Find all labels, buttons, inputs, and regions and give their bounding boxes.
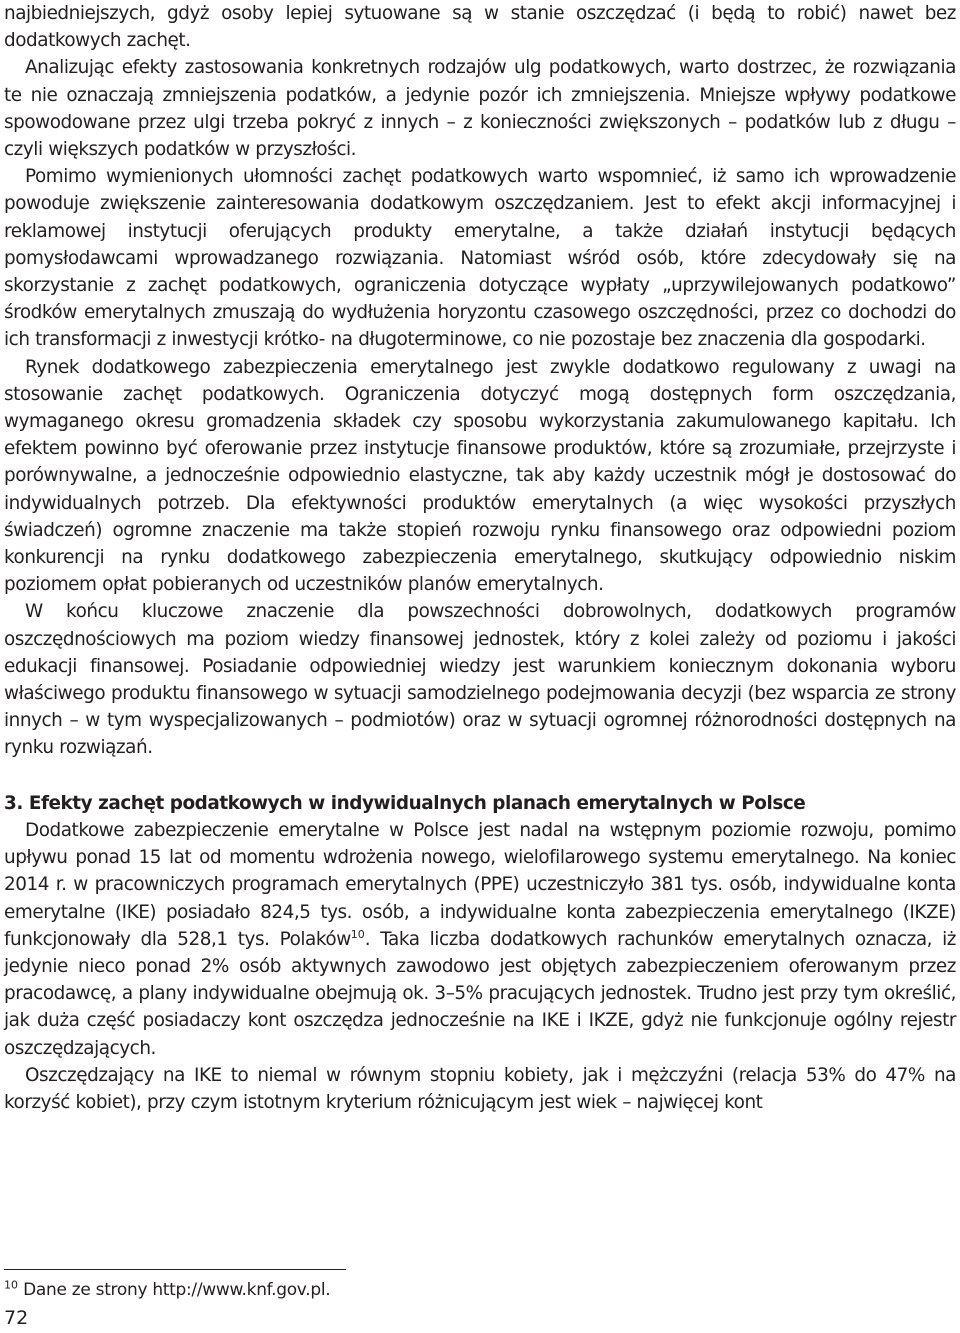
- section-heading: 3. Efekty zachęt podatkowych w indywidualnych planach emerytalnych w Polsce: [4, 792, 806, 814]
- footnote-reference[interactable]: 10: [350, 927, 365, 941]
- paragraph-ike-savers: Oszczędzający na IKE to niemal w równym stopniu kobiety, jak i mężczyźni (relacja 53% do 47% na korzyść kobiet), przy czym istotnym kryterium różnicującym jest wiek – najwięcej kont: [4, 1064, 956, 1113]
- paragraph-text-part: Dodatkowe zabezpieczenie emerytalne w Polsce jest nadal na wstępnym poziomie rozwoju, pomimo upływu ponad 15 lat od momentu wdrożenia nowego, wielofilarowego systemu emerytalnego. Na koniec 2014 r. w pracowniczych programach emerytalnych (PPE) uczestniczyło 381 tys. osób, indywidualne konta emerytalne (IKE) posiadało 824,5 tys. osób, a indywidualne konta zabezpieczenia emerytalnego (IKZE) funkcjonowały dla 528,1 tys. Polaków: [4, 819, 956, 950]
- paragraph-tax-relief-effects: Analizując efekty zastosowania konkretnych rodzajów ulg podatkowych, warto dostrzec, że rozwiązania te nie oznaczają zmniejszenia podatków, a jedynie pozór ich zmniejszenia. Mniejsze wpływy podatkowe spowodowane przez ulgi trzeba pokryć z innych – z konieczności zwiększonych – podatków lub z długu – czyli większych podatków w przyszłości.: [4, 57, 956, 161]
- paragraph-market-regulation: Rynek dodatkowego zabezpieczenia emerytalnego jest zwykle dodatkowo regulowany z uwagi na stosowanie zachęt podatkowych. Ograniczenia dotyczyć mogą dostępnych form oszczędzania, wymaganego okresu gromadzenia składek czy sposobu wykorzystania zakumulowanego kapitału. Ich efektem powinno być oferowanie przez instytucje finansowe produktów, które są zrozumiałe, przejrzyste i porównywalne, a jednocześnie odpowiednio elastyczne, tak aby każdy uczestnik mógł je dostosować do indywidualnych potrzeb. Dla efektywności produktów emerytalnych (a więc wysokości przyszłych świadczeń) ogromne znaczenie ma także stopień rozwoju rynku finansowego oraz odpowiedni poziom konkurencji na rynku dodatkowego zabezpieczenia emerytalnego, skutkujący odpowiednio niskim poziomem opłat pobieranych od uczestników planów emerytalnych.: [4, 356, 956, 596]
- footnote-number: 10: [4, 1278, 18, 1292]
- footnote: [4, 1279, 330, 1301]
- page-number: 72: [4, 1307, 29, 1329]
- document-page: [4, 0, 956, 1116]
- paragraph-pension-status-poland: [4, 817, 956, 1062]
- paragraph-financial-knowledge: W końcu kluczowe znaczenie dla powszechności dobrowolnych, dodatkowych programów oszczędnościowych ma poziom wiedzy finansowej jednostek, który z kolei zależy od poziomu i jakości edukacji finansowej. Posiadanie odpowiedniej wiedzy jest warunkiem koniecznym dokonania wyboru właściwego produktu finansowego w sytuacji samodzielnego podejmowania decyzji (bez wsparcia ze strony innych – w tym wyspecjalizowanych – podmiotów) oraz w sytuacji ogromnej różnorodności dostępnych na rynku rozwiązań.: [4, 601, 956, 759]
- footnote-divider: [4, 1269, 346, 1270]
- paragraph-incentive-shortcomings: Pomimo wymienionych ułomności zachęt podatkowych warto wspomnieć, iż samo ich wprowadzenie powoduje zwiększenie zainteresowania dodatkowym oszczędzaniem. Jest to efekt akcji informacyjnej i reklamowej instytucji oferujących produkty emerytalne, a także działań instytucji będących pomysłodawcami wprowadzanego rozwiązania. Natomiast wśród osób, które zdecydowały się na skorzystanie z zachęt podatkowych, ograniczenia dotyczące wypłaty „uprzywilejowanych podatkowo” środków emerytalnych zmuszają do wydłużenia horyzontu czasowego oszczędności, przez co dochodzi do ich transformacji z inwestycji krótko- na długoterminowe, co nie pozostaje bez znaczenia dla gospodarki.: [4, 166, 956, 351]
- paragraph-text-part: . Taka liczba dodatkowych rachunków emerytalnych oznacza, iż jedynie nieco ponad 2% osób aktywnych zawodowo jest objętych zabezpieczeniem oferowanym przez pracodawcę, a plany indywidualne obejmują ok. 3–5% pracujących jednostek. Trudno jest przy tym określić, jak duża część posiadaczy kont oszczędza jednocześnie na IKE i IKZE, gdyż nie funkcjonuje ogólny rejestr oszczędzających.: [4, 928, 956, 1059]
- footnote-text: Dane ze strony http://www.knf.gov.pl.: [18, 1280, 331, 1300]
- paragraph-continuation: najbiedniejszych, gdyż osoby lepiej sytuowane są w stanie oszczędzać (i będą to robić) nawet bez dodatkowych zachęt.: [4, 3, 956, 52]
